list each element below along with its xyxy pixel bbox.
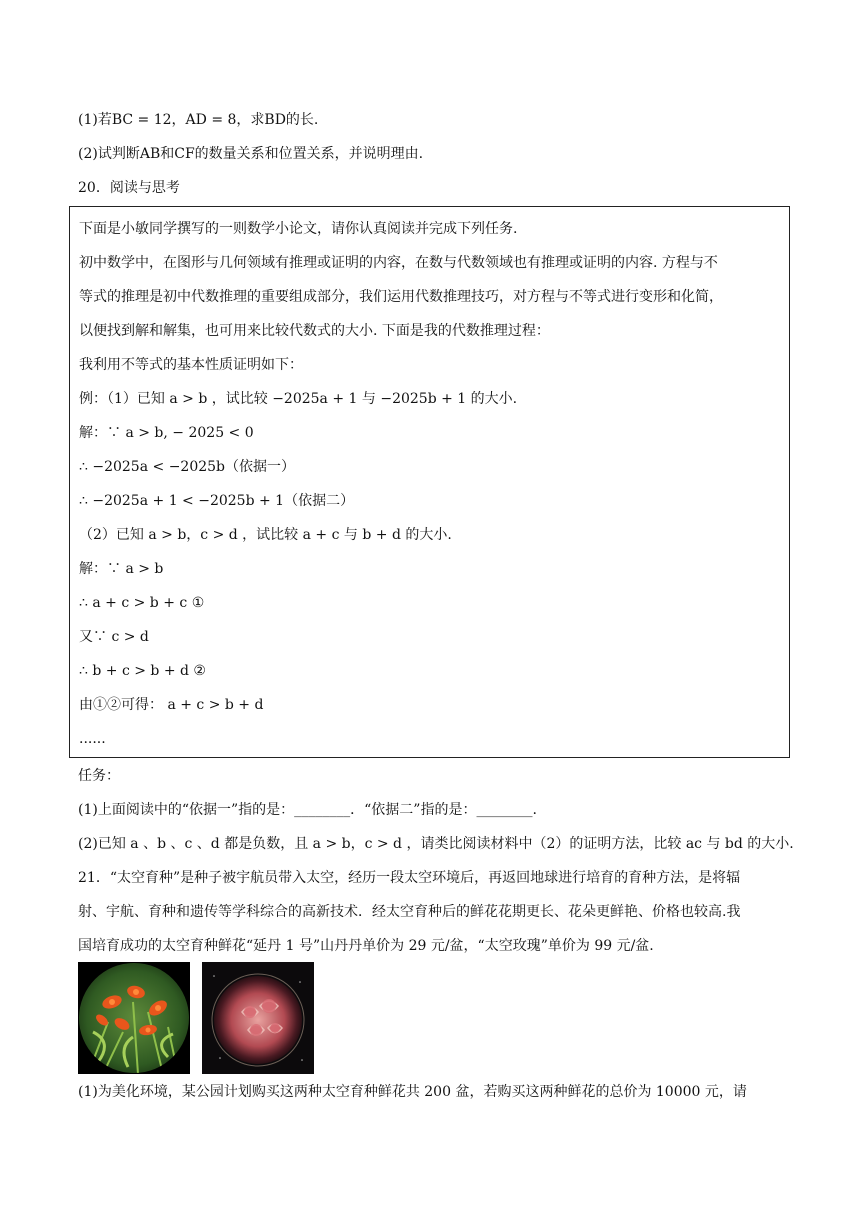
q21-line1: 21．“太空育种”是种子被宇航员带入太空，经历一段太空环境后，再返回地球进行培育的育种方法，是将辐 xyxy=(78,870,741,886)
box-solution2-step4: ∴ b + c > b + d ② xyxy=(79,663,206,679)
box-ellipsis: ...... xyxy=(79,731,106,747)
q21-line2: 射、宇航、育种和遗传等学科综合的高新技术．经太空育种后的鲜花花期更长、花朵更鲜艳、价格也较高.我 xyxy=(78,904,741,920)
task2: (2)已知 a 、b 、c 、d 都是负数，且 a > b，c > d ，请类比阅读材料中（2）的证明方法，比较 ac 与 bd 的大小. xyxy=(78,836,794,852)
q19-part2: (2)试判断AB和CF的数量关系和位置关系，并说明理由. xyxy=(78,146,424,162)
box-example1: 例：（1）已知 a > b ，试比较 −2025a + 1 与 −2025b + 1 的大小. xyxy=(79,391,518,407)
box-example2: （2）已知 a > b，c > d ，试比较 a + c 与 b + d 的大小. xyxy=(79,527,452,543)
box-solution2-step1: 解：∵ a > b xyxy=(79,561,164,577)
q19-part1: (1)若BC = 12，AD = 8，求BD的长. xyxy=(78,112,319,128)
box-solution2-step5: 由①②可得： a + c > b + d xyxy=(79,697,264,713)
q20-heading: 20．阅读与思考 xyxy=(78,180,180,196)
box-solution2-step3: 又∵ c > d xyxy=(79,629,149,645)
box-para1-line3: 以便找到解和解集，也可用来比较代数式的大小. 下面是我的代数推理过程： xyxy=(79,323,550,339)
box-solution2-step2: ∴ a + c > b + c ① xyxy=(79,595,205,611)
box-solution1-step1: 解：∵ a > b, − 2025 < 0 xyxy=(79,425,254,441)
reading-box xyxy=(69,206,790,758)
box-solution1-step2: ∴ −2025a < −2025b（依据一） xyxy=(79,459,296,475)
q21-line3: 国培育成功的太空育种鲜花“延丹 1 号”山丹丹单价为 29 元/盆，“太空玫瑰”单价为 99 元/盆. xyxy=(78,938,654,954)
box-para1-line1: 初中数学中，在图形与几何领域有推理或证明的内容，在数与代数领域也有推理或证明的内容. 方程与不 xyxy=(79,255,718,271)
lily-flower-photo xyxy=(78,962,190,1074)
space-rose-photo xyxy=(202,962,314,1074)
q21-part1: (1)为美化环境，某公园计划购买这两种太空育种鲜花共 200 盆，若购买这两种鲜花的总价为 10000 元，请 xyxy=(78,1084,747,1100)
box-intro: 下面是小敏同学撰写的一则数学小论文，请你认真阅读并完成下列任务. xyxy=(79,221,518,237)
box-solution1-step3: ∴ −2025a + 1 < −2025b + 1（依据二） xyxy=(79,493,355,509)
box-para1-line2: 等式的推理是初中代数推理的重要组成部分，我们运用代数推理技巧，对方程与不等式进行变形和化简， xyxy=(79,289,723,305)
box-para2: 我利用不等式的基本性质证明如下： xyxy=(79,357,303,373)
task1: (1)上面阅读中的“依据一”指的是：________．“依据二”指的是：________. xyxy=(78,802,537,818)
task-label: 任务： xyxy=(78,768,120,784)
